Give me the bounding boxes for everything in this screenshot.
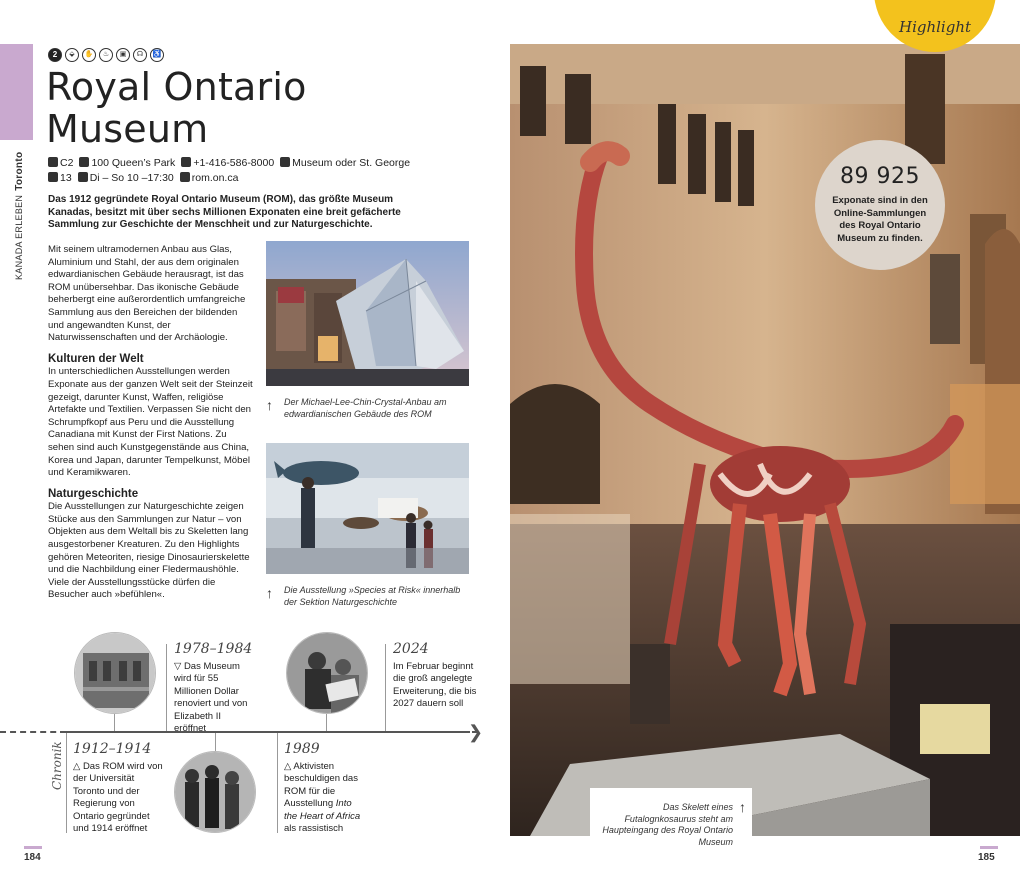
phone-text: +1-416-586-8000 [193,157,275,169]
body-column [48,244,253,602]
caption-main-photo: Das Skelett eines Futalognkosaurus steht am Haupteingang des Royal Ontario Museum [602,802,733,847]
info-block [48,156,418,186]
arrow-up-icon: ↑ [739,799,746,815]
tram-icon [48,172,58,182]
address [79,156,175,171]
page-number-bar [980,846,998,849]
stat-circle [815,140,945,270]
main-photo-caption-box [590,788,752,847]
page-number-bar [24,846,42,849]
running-head-region: Toronto [14,151,25,191]
timeline-photo-1978 [74,632,156,714]
timeline-label: Chronik [50,741,64,790]
event-text-1912: △ Das ROM wird von der Universität Toronto und der Regierung von Ontario gegründet und 1914 eröffnet [73,761,163,835]
year-2024: 2024 [393,641,429,657]
icon-row [48,48,164,62]
tag-icon: ⬙ [65,48,79,62]
audio-guide-icon: ☊ [133,48,147,62]
lead-paragraph: Das 1912 gegründete Royal Ontario Museum (ROM), das größte Museum Kanadas, besitzt mit über sechs Millionen Exponaten eine breit gefächerte Sammlung zur Geschichte der Menschheit und zur Naturgeschichte. [48,194,401,230]
stat-number: 89 925 [840,164,920,189]
title-line-1: Royal Ontario [46,65,307,109]
timeline-tick [66,733,67,833]
paragraph-naturgeschichte: Die Ausstellungen zur Naturgeschichte zeigen Stücke aus den Sammlungen zur Natur – von Objekten aus dem Weltall bis zu Skeletten lang ausgestorbener Kreaturen. Zu den Highlights gehören Meteoriten, riesige Dinosaurierskelette und die Nachbildung einer Fledermaushöhle. Viele der Ausstellungsstücke dürfen die Besucher auch »befühlen«. [48,501,250,601]
wheelchair-icon: ♿ [150,48,164,62]
web-icon [180,172,190,182]
timeline-photo-2024 [286,632,368,714]
highlight-label: Highlight [898,18,972,36]
transit-text: Museum oder St. George [292,157,411,169]
timeline-line [60,731,470,733]
grid-ref-text: C2 [60,157,74,169]
accessibility-icon: ✋ [82,48,96,62]
year-1989: 1989 [284,741,320,757]
hours-text: Di – So 10 –17:30 [89,172,174,184]
event-text-1989-pre: △ Aktivisten beschuldigen das ROM für die Ausstellung [284,761,358,810]
timeline-tick [114,714,115,731]
tram-text: 13 [60,172,72,184]
website[interactable] [180,171,239,186]
tram [48,171,72,186]
year-1978: 1978–1984 [174,641,253,657]
heading-naturgeschichte: Naturgeschichte [48,487,139,500]
shop-icon: ▣ [116,48,130,62]
event-text-2024: Im Februar beginnt die groß angelegte Erweiterung, die bis 2027 dauern soll [393,661,477,710]
paragraph-kulturen: In unterschiedlichen Ausstellungen werden Exponate aus der ganzen Welt seit der Steinzeit gezeigt, darunter Kunst, Waffen, religiöse Artefakte und Textilien. Verpassen Sie nicht den Schrumpfkopf aus Peru und die Ausstellung Canadiana mit Kunst der First Nations. Zu sehen sind auch Kunstgegenstände aus China, Korea und Japan, darunter Tempelkunst, Möbel und Keramikwaren. [48,366,253,479]
address-icon [79,157,89,167]
intro-paragraph: Mit seinem ultramodernen Anbau aus Glas, Aluminium und Stahl, der aus dem originalen edwardianischen Gebäude herausragt, ist das ROM unübersehbar. Das ikonische Gebäude beherbergt eine außerordentlich umfangreiche Sammlung aus den Bereichen der bildenden und angewandten Kunst, der Naturwissenschaften und der Archäologie. [48,244,246,344]
species-exhibit-photo [266,443,469,574]
address-text: 100 Queen’s Park [91,157,176,169]
exhibition-title: Into the Heart of Africa [284,798,361,822]
section-tab [0,44,33,140]
phone-icon [181,157,191,167]
year-1912: 1912–1914 [73,741,152,757]
page-number-right: 185 [978,852,995,863]
arrow-up-icon: ↑ [266,585,273,601]
running-head [14,150,30,280]
caption-photo-1: Der Michael-Lee-Chin-Crystal-Anbau am edwardianischen Gebäude des ROM [284,397,447,419]
timeline-tick [385,644,386,731]
running-head-section: KANADA ERLEBEN [14,194,24,280]
event-text-1978: ▽ Das Museum wird für 55 Millionen Dollar renoviert und von Elizabeth II eröffnet [174,661,248,735]
timeline-arrow-icon: ❯ [468,722,484,742]
phone[interactable] [181,156,274,171]
pin-icon [48,157,58,167]
timeline-tick [166,644,167,731]
cafe-icon: ♨ [99,48,113,62]
transit [280,156,410,171]
website-text: rom.on.ca [191,172,239,184]
title-line-2: Museum [46,107,209,151]
event-text-1989-post: als rassistisch [284,823,344,835]
number-badge: 2 [48,48,62,62]
timeline-photo-1912 [174,751,256,833]
heading-kulturen: Kulturen der Welt [48,352,144,365]
stat-text: Exponate sind in den Online-Sammlungen des Royal Ontario Museum zu finden. [832,195,928,244]
page-number-left: 184 [24,852,41,863]
subway-icon [280,157,290,167]
grid-ref [48,156,73,171]
hours [78,171,174,186]
dinosaur-skeleton-photo [510,44,1020,836]
caption-photo-2: Die Ausstellung »Species at Risk« innerhalb der Sektion Naturgeschichte [284,585,461,607]
arrow-up-icon: ↑ [266,397,273,413]
timeline-tick [277,733,278,833]
page-title [46,66,346,150]
event-text-1989 [284,761,364,835]
timeline-tick [215,733,216,751]
crystal-building-photo [266,241,469,386]
timeline-tick [326,714,327,731]
clock-icon [78,172,88,182]
